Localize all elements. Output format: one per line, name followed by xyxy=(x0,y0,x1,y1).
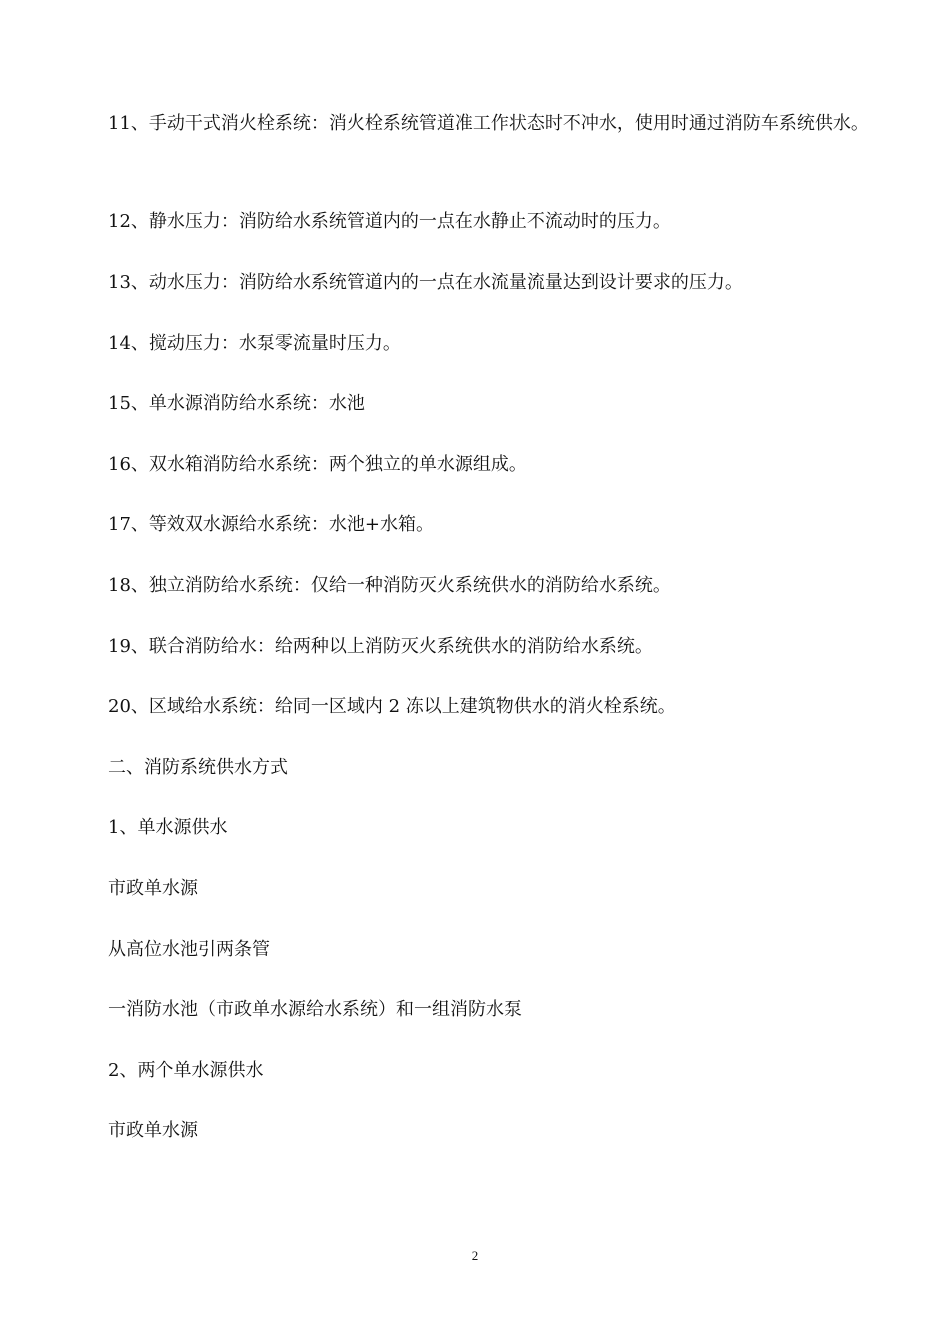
section-heading: 二、消防系统供水方式 xyxy=(108,757,288,778)
paragraph-11: 11、手动干式消火栓系统：消火栓系统管道准工作状态时不冲水，使用时通过消防车系统供水。 xyxy=(108,113,869,134)
subheading-2: 2、两个单水源供水 xyxy=(108,1060,264,1081)
body-line-fire-pool: 一消防水池（市政单水源给水系统）和一组消防水泵 xyxy=(108,999,522,1020)
body-line-municipal-1: 市政单水源 xyxy=(108,878,198,899)
paragraph-14: 14、搅动压力：水泵零流量时压力。 xyxy=(108,333,401,354)
paragraph-13: 13、动水压力：消防给水系统管道内的一点在水流量流量达到设计要求的压力。 xyxy=(108,272,743,293)
paragraph-12: 12、静水压力：消防给水系统管道内的一点在水静止不流动时的压力。 xyxy=(108,211,671,232)
paragraph-17: 17、等效双水源给水系统：水池+水箱。 xyxy=(108,514,434,535)
paragraph-19: 19、联合消防给水：给两种以上消防灭火系统供水的消防给水系统。 xyxy=(108,636,653,657)
subheading-1: 1、单水源供水 xyxy=(108,817,228,838)
paragraph-18: 18、独立消防给水系统：仅给一种消防灭火系统供水的消防给水系统。 xyxy=(108,575,671,596)
paragraph-16: 16、双水箱消防给水系统：两个独立的单水源组成。 xyxy=(108,454,527,475)
page-number: 2 xyxy=(471,1248,479,1263)
paragraph-15: 15、单水源消防给水系统：水池 xyxy=(108,393,365,414)
body-line-municipal-2: 市政单水源 xyxy=(108,1120,198,1141)
paragraph-20: 20、区域给水系统：给同一区域内 2 冻以上建筑物供水的消火栓系统。 xyxy=(108,696,676,717)
body-line-high-tank: 从高位水池引两条管 xyxy=(108,939,270,960)
